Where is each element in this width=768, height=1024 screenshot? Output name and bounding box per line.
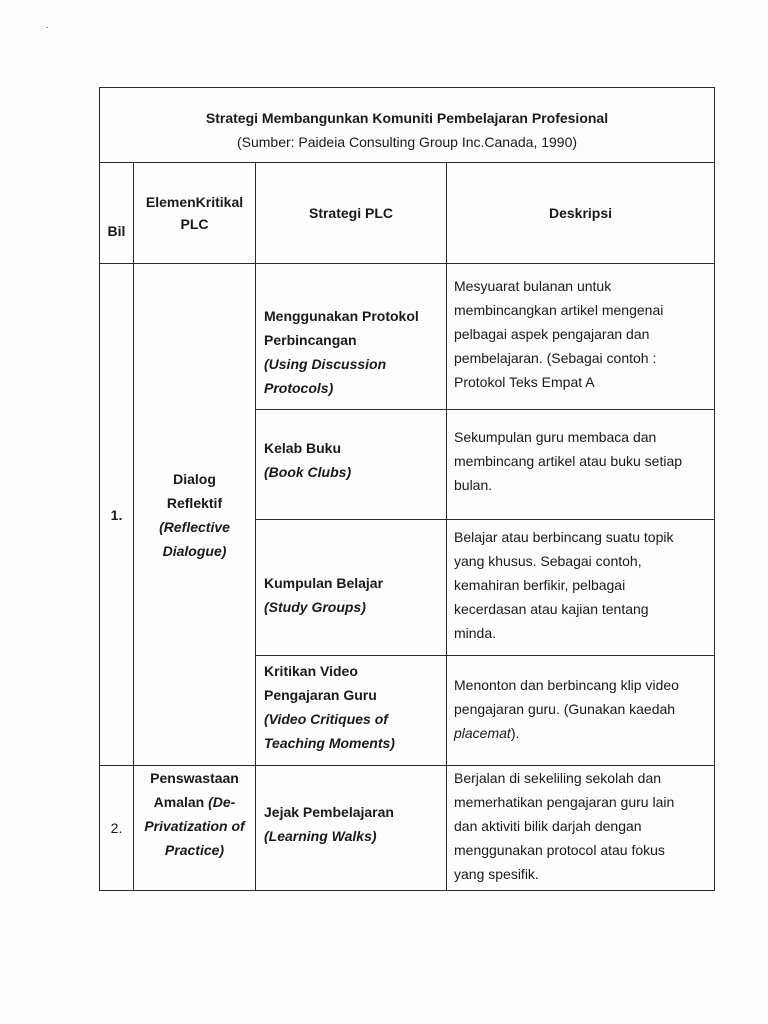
description-4-italic-term: placemat: [454, 725, 511, 741]
row2-elemen-line4: Practice): [164, 842, 225, 858]
description-cell-4: [447, 656, 715, 766]
row1-elemen-line3: (Reflective: [159, 518, 230, 535]
header-strategi: Strategi PLC: [256, 163, 447, 264]
header-row: [100, 163, 715, 264]
description-5-line3: dan aktiviti bilik darjah dengan: [454, 818, 642, 834]
description-5-line5: yang spesifik.: [454, 866, 539, 882]
strategy-5-name-line1: Jejak Pembelajaran: [264, 804, 394, 820]
scan-speck: [46, 27, 48, 28]
plc-strategy-table: [99, 87, 715, 891]
row1-elemen-line2: Reflektif: [166, 494, 223, 511]
description-2-line2: membincang artikel atau buku setiap: [454, 453, 683, 469]
description-4-tail: ).: [510, 725, 520, 741]
header-elemen-line2: PLC: [180, 216, 209, 232]
table-row: [100, 766, 715, 891]
description-3-line3: kemahiran berfikir, pelbagai: [454, 577, 626, 593]
strategy-1-en-line1: (Using Discussion: [264, 356, 387, 372]
description-3-line1: Belajar atau berbincang suatu topik: [454, 529, 674, 545]
header-deskripsi: Deskripsi: [447, 163, 715, 264]
row1-bil: 1.: [100, 264, 134, 766]
description-2-line1: Sekumpulan guru membaca dan: [454, 429, 657, 445]
strategy-3-name-line1: Kumpulan Belajar: [264, 575, 384, 591]
table-source: (Sumber: Paideia Consulting Group Inc.Canada, 1990): [236, 134, 578, 150]
header-elemen-line1: ElemenKritikal: [145, 194, 244, 210]
description-5-line1: Berjalan di sekeliling sekolah dan: [454, 770, 662, 786]
strategy-cell-5: [256, 766, 447, 891]
description-3-line4: kecerdasan atau kajian tentang: [454, 601, 649, 617]
strategy-cell-1: [256, 264, 447, 410]
strategy-3-en-line1: (Study Groups): [264, 599, 366, 615]
header-elemen: [134, 163, 256, 264]
description-1-line3: pelbagai aspek pengajaran dan: [454, 326, 650, 342]
strategy-cell-3: [256, 520, 447, 656]
description-4-line3: [454, 721, 708, 745]
row2-elemen-line2b: (De-: [208, 794, 236, 810]
row2-elemen-line3: Privatization of: [144, 818, 245, 834]
strategy-cell-2: [256, 410, 447, 520]
description-1-line4: pembelajaran. (Sebagai contoh :: [454, 350, 657, 366]
description-5-line4: menggunakan protocol atau fokus: [454, 842, 665, 858]
description-cell-1: [447, 264, 715, 410]
strategy-2-name-line1: Kelab Buku: [264, 440, 342, 456]
description-4-line2: pengajaran guru. (Gunakan kaedah: [454, 701, 676, 717]
strategy-5-en-line1: (Learning Walks): [264, 828, 377, 844]
table-row: [100, 264, 715, 410]
row1-elemen-line1: Dialog: [173, 470, 216, 487]
description-3-line2: yang khusus. Sebagai contoh,: [454, 553, 642, 569]
strategy-cell-4: [256, 656, 447, 766]
description-cell-5: [447, 766, 715, 891]
description-cell-3: [447, 520, 715, 656]
row2-elemen-line2a: Amalan: [153, 794, 209, 810]
row1-elemen: [134, 264, 256, 766]
strategy-2-en-line1: (Book Clubs): [264, 464, 352, 480]
strategy-1-name-line1: Menggunakan Protokol: [264, 308, 419, 324]
row2-elemen-line1: Penswastaan: [150, 770, 239, 786]
header-bil: Bil: [100, 163, 134, 264]
description-1-line5: Protokol Teks Empat A: [454, 374, 595, 390]
strategy-4-name-line1: Kritikan Video: [264, 663, 358, 679]
row2-elemen-line2: [134, 790, 255, 814]
strategy-1-en-line2: Protocols): [264, 380, 334, 396]
row1-elemen-line4: Dialogue): [162, 542, 227, 559]
description-5-line2: memerhatikan pengajaran guru lain: [454, 794, 675, 810]
description-2-line3: bulan.: [454, 477, 493, 493]
strategy-4-en-line2: Teaching Moments): [264, 735, 395, 751]
row2-elemen: [134, 766, 256, 891]
table-title: Strategi Membangunkan Komuniti Pembelajaran Profesional: [205, 110, 609, 126]
description-1-line2: membincangkan artikel mengenai: [454, 302, 664, 318]
description-4-line1: Menonton dan berbincang klip video: [454, 677, 679, 693]
table-title-cell: [100, 88, 715, 163]
description-3-line5: minda.: [454, 625, 497, 641]
strategy-4-en-line1: (Video Critiques of: [264, 711, 388, 727]
strategy-1-name-line2: Perbincangan: [264, 332, 357, 348]
description-1-line1: Mesyuarat bulanan untuk: [454, 278, 612, 294]
row2-bil: 2.: [100, 766, 134, 891]
description-cell-2: [447, 410, 715, 520]
strategy-4-name-line2: Pengajaran Guru: [264, 687, 377, 703]
